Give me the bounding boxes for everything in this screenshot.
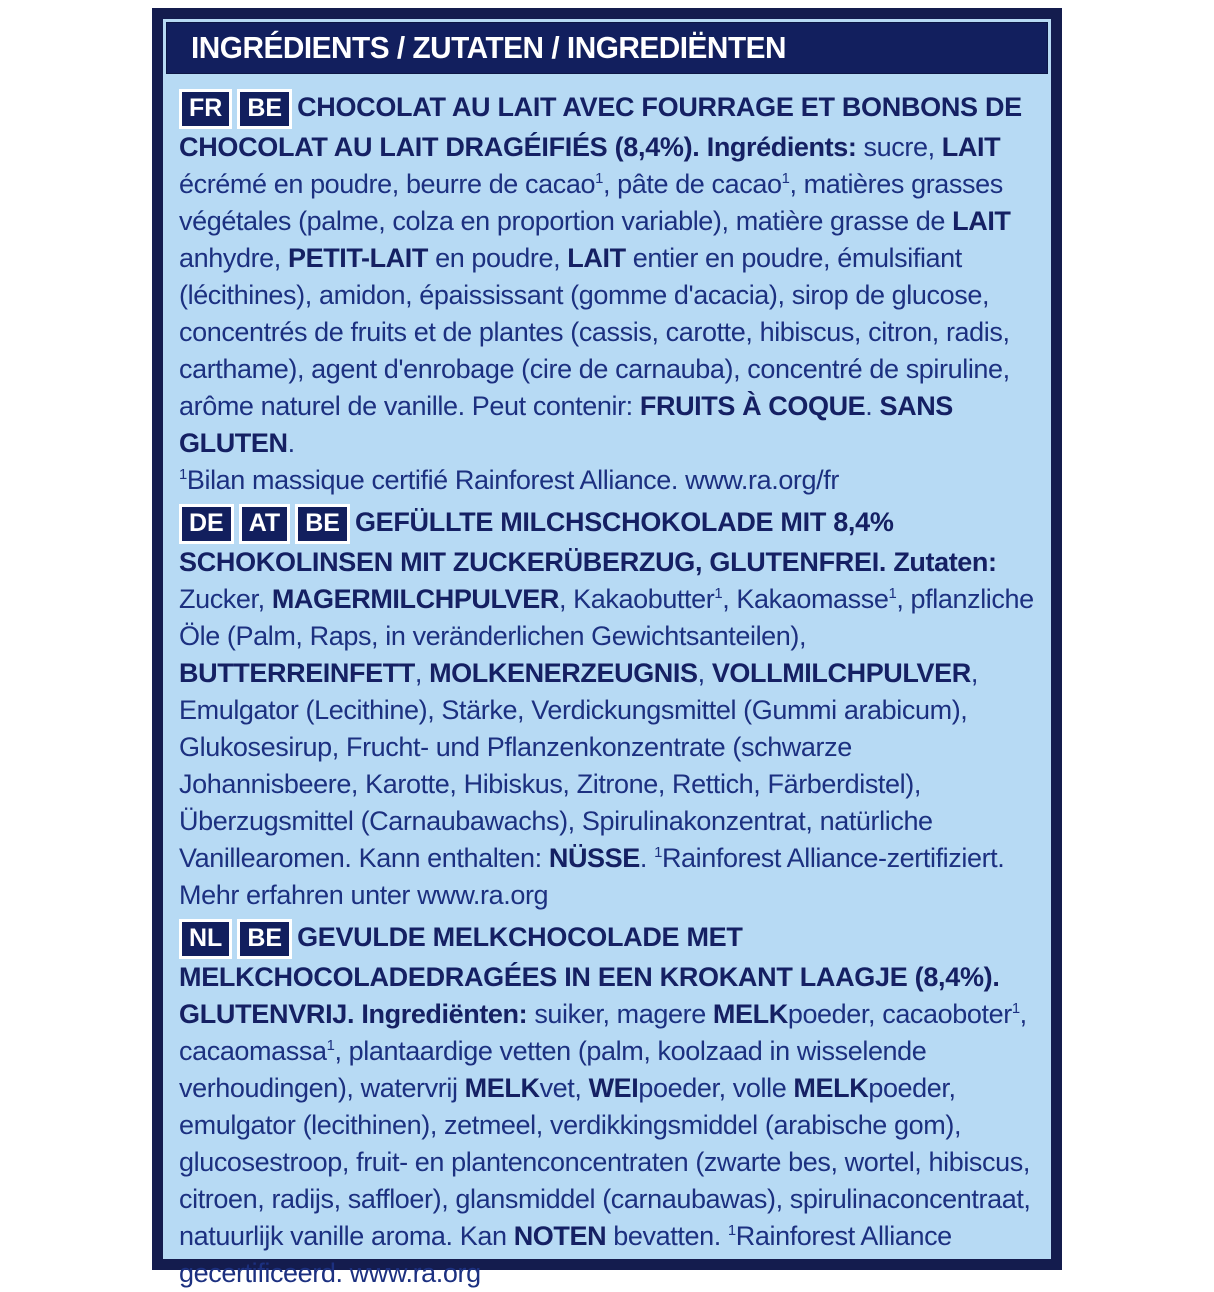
text-segment-bold: Ingrédients: — [706, 132, 864, 162]
lang-badge-be: BE — [237, 919, 292, 959]
text-segment-regular: , pâte de cacao — [602, 169, 782, 199]
text-segment-sup: 1 — [888, 586, 897, 602]
text-segment-regular: . — [287, 428, 295, 458]
text-segment-regular: anhydre, — [179, 243, 288, 273]
text-segment-sup: 1 — [326, 1038, 335, 1054]
text-segment-allergen: MELK — [793, 1073, 869, 1103]
ingredients-label-panel — [152, 8, 1062, 1288]
text-segment-heading: CHOCOLAT AU LAIT AVEC FOURRAGE ET BONBONS DE CHOCOLAT AU LAIT DRAGÉIFIÉS (8,4%). — [179, 92, 1022, 162]
text-segment-sup: 1 — [1011, 1001, 1020, 1017]
ingredients-section-nl — [179, 919, 1035, 1292]
text-segment-regular: suiker, magere — [534, 999, 713, 1029]
text-segment-allergen: FRUITS À COQUE — [639, 391, 866, 421]
text-segment-bold: Ingrediënten: — [361, 999, 535, 1029]
text-segment-regular: Rainforest Alliance-zertifiziert. Mehr erfahren unter www.ra.org — [179, 843, 1005, 910]
text-segment-allergen: MELK — [712, 999, 788, 1029]
text-segment-regular: écrémé en poudre, beurre de cacao — [179, 169, 596, 199]
text-segment-allergen: MOLKENERZEUGNIS — [429, 658, 698, 688]
lang-badge-be: BE — [295, 504, 350, 544]
text-segment-regular: , — [697, 658, 712, 688]
text-segment-regular: poeder, emulgator (lecithinen), zetmeel, verdikkingsmiddel (arabische gom), glucosestroop, fruit- en plantenconcentraten (zwarte bes, wortel, hibiscus, citroen, radijs, saffloer), glansmiddel (carnaubawas), spirulinaconcentraat, natuurlijk vanille aroma. Kan — [179, 1073, 1031, 1251]
text-segment-regular: poeder, volle — [638, 1073, 794, 1103]
text-segment-regular: Rainforest Alliance gecertificeerd. www.ra.org — [179, 1221, 952, 1288]
text-segment-regular: . — [639, 843, 655, 873]
text-segment-allergen: NOTEN — [513, 1221, 607, 1251]
lang-badge-de: DE — [179, 504, 234, 544]
text-segment-allergen: VOLLMILCHPULVER — [711, 658, 971, 688]
text-segment-allergen: NÜSSE — [548, 843, 640, 873]
ingredients-header-bar — [166, 22, 1048, 74]
text-segment-sup: 1 — [179, 467, 187, 483]
text-segment-sup: 1 — [714, 586, 723, 602]
text-segment-allergen: LAIT — [952, 206, 1011, 236]
text-segment-sup: 1 — [654, 845, 662, 861]
text-segment-regular: Bilan massique certifié Rainforest Alliance. www.ra.org/fr — [186, 465, 839, 495]
text-segment-allergen: LAIT — [567, 243, 626, 273]
text-segment-allergen: LAIT — [941, 132, 1001, 162]
text-segment-regular: en poudre, — [427, 243, 568, 273]
text-segment-regular: , plantaardige vetten (palm, koolzaad in wisselende verhoudingen), watervrij — [179, 1036, 927, 1103]
ingredients-header-title: INGRÉDIENTS / ZUTATEN / INGREDIËNTEN — [191, 30, 787, 65]
text-segment-allergen: PETIT-LAIT — [287, 243, 428, 273]
text-segment-sup: 1 — [781, 171, 790, 187]
text-segment-regular: sucre, — [863, 132, 942, 162]
text-segment-regular: , pflanzliche Öle (Palm, Raps, in veränderlichen Gewichtsanteilen), — [179, 584, 1034, 651]
text-segment-regular: , Kakaobutter — [558, 584, 715, 614]
text-segment-regular: Zucker, — [179, 584, 272, 614]
text-segment-allergen: SANS GLUTEN — [179, 391, 953, 458]
text-segment-regular: vet, — [539, 1073, 589, 1103]
lang-badge-at: AT — [239, 504, 290, 544]
text-segment-regular: , Kakaomasse — [722, 584, 889, 614]
text-segment-regular: , — [414, 658, 430, 688]
text-segment-regular: , Emulgator (Lecithine), Stärke, Verdickungsmittel (Gummi arabicum), Glukosesirup, Frucht- und Pflanzenkonzentrate (schwarze Johannisbeere, Karotte, Hibiskus, Zitrone, Rettich, Färberdistel), Überzugsmittel (Carnaubawachs), Spirulinakonzentrat, natürliche Vanillearomen. Kann enthalten: — [179, 658, 978, 873]
ingredients-section-fr — [179, 89, 1035, 499]
ingredients-section-de — [179, 504, 1035, 914]
text-segment-sup: 1 — [727, 1223, 736, 1239]
text-segment-regular: , matières grasses végétales (palme, colza en proportion variable), matière grasse de — [179, 169, 1003, 236]
text-segment-regular: . — [865, 391, 880, 421]
text-segment-allergen: MAGERMILCHPULVER — [271, 584, 559, 614]
text-segment-sup: 1 — [595, 171, 603, 187]
lang-badge-nl: NL — [179, 919, 232, 959]
text-segment-heading: GEFÜLLTE MILCHSCHOKOLADE MIT 8,4% SCHOKOLINSEN MIT ZUCKERÜBERZUG, GLUTENFREI. — [179, 507, 894, 577]
text-segment-regular: bevatten. — [606, 1221, 728, 1251]
lang-badge-be: BE — [237, 89, 292, 129]
text-segment-allergen: WEI — [588, 1073, 639, 1103]
text-segment-regular: entier en poudre, émulsifiant (lécithines), amidon, épaississant (gomme d'acacia), sirop de glucose, concentrés de fruits et de plantes (cassis, carotte, hibiscus, citron, radis, carthame), agent d'enrobage (cire de carnauba), concentré de spiruline, arôme naturel de vanille. Peut contenir: — [179, 243, 1010, 421]
lang-badge-fr: FR — [179, 89, 232, 129]
ingredients-text-area — [163, 77, 1051, 1292]
text-segment-bold: Zutaten: — [893, 547, 997, 577]
text-segment-heading: GEVULDE MELKCHOCOLADE MET MELKCHOCOLADEDRAGÉES IN EEN KROKANT LAAGJE (8,4%). GLUTENVRIJ. — [179, 922, 1000, 1029]
text-segment-allergen: BUTTERREINFETT — [179, 658, 415, 688]
text-segment-regular: poeder, cacaoboter — [787, 999, 1012, 1029]
text-segment-allergen: MELK — [464, 1073, 540, 1103]
text-segment-regular: , cacaomassa — [179, 999, 1027, 1066]
